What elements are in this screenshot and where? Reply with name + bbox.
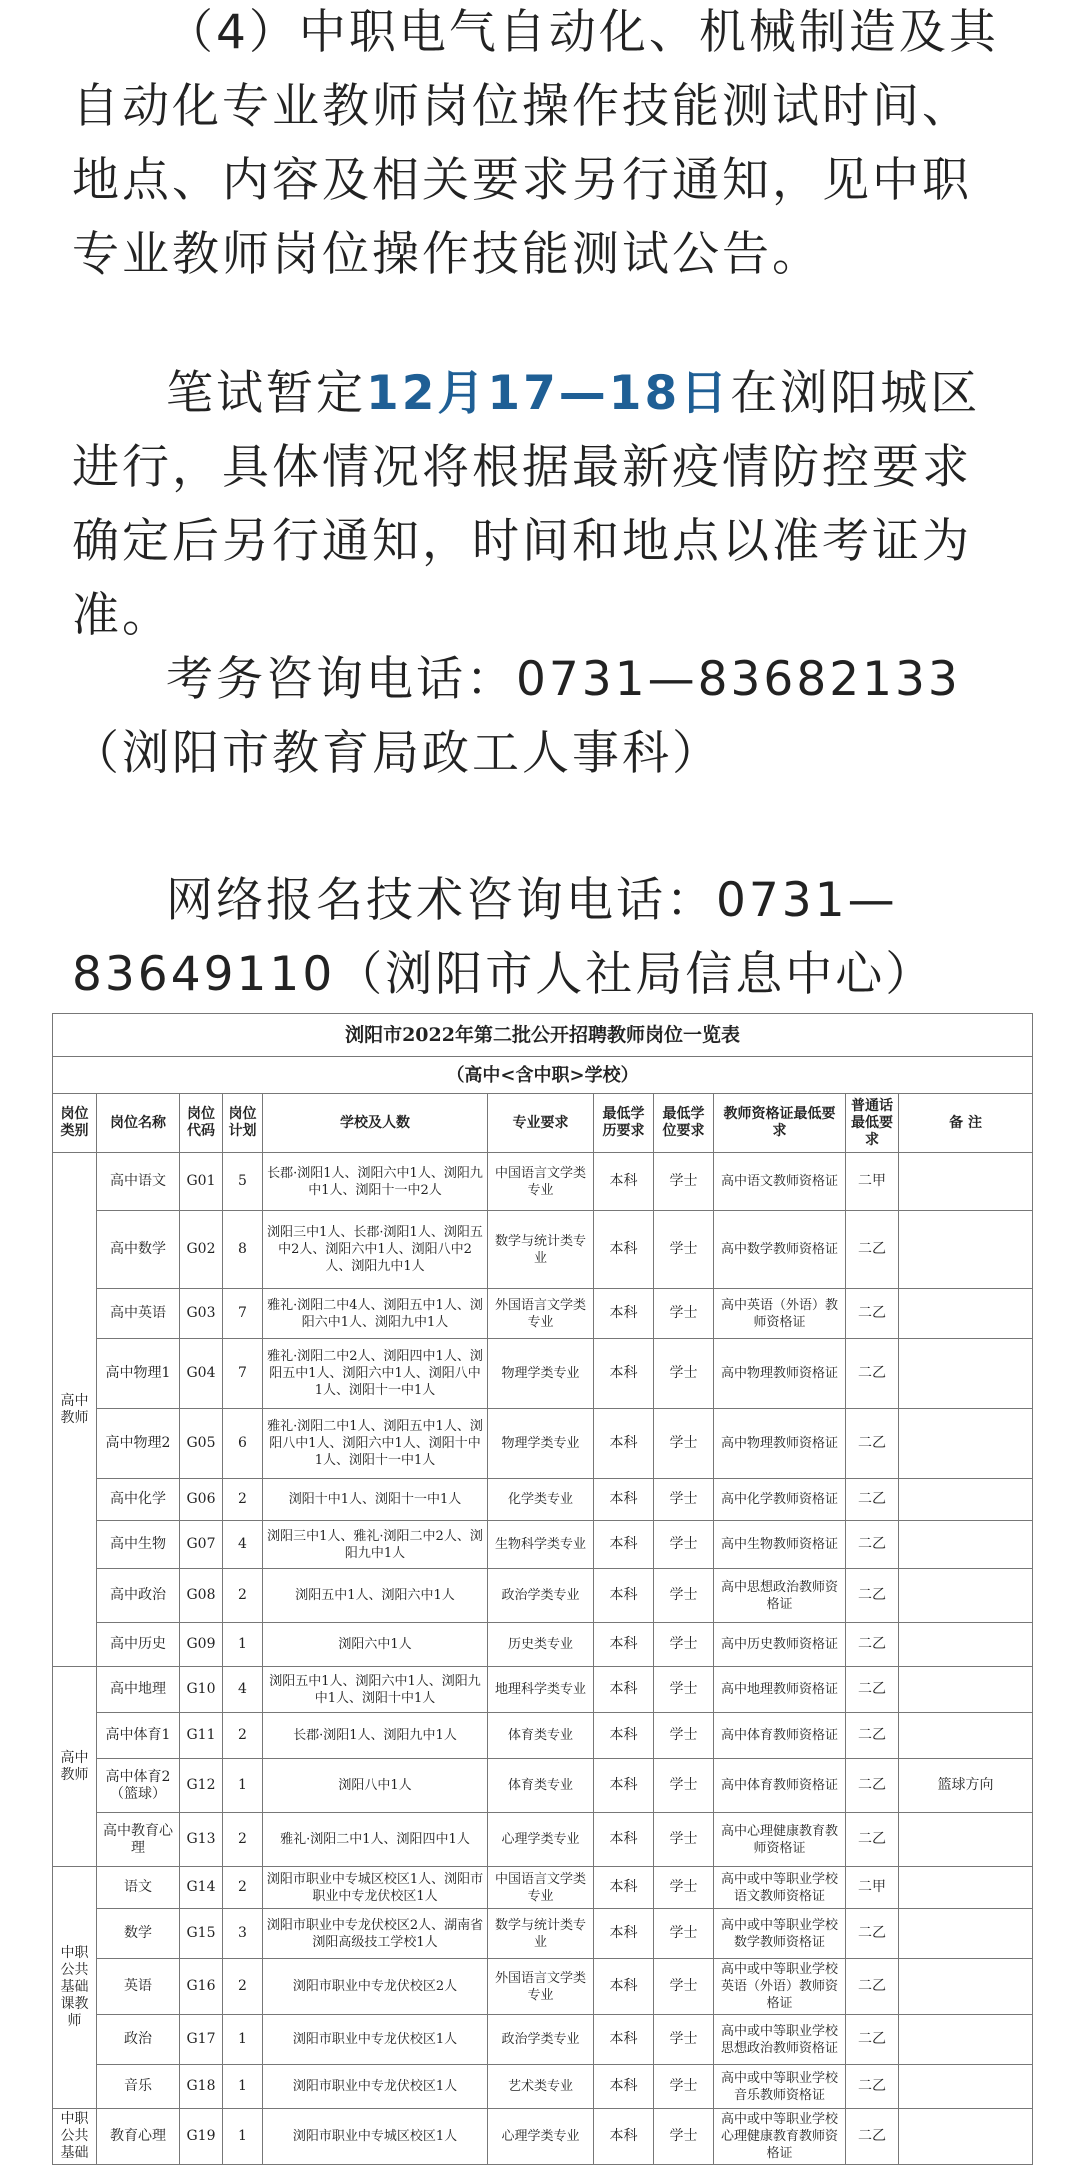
position-plan: 2: [223, 1867, 263, 1909]
note-cell: [899, 1713, 1033, 1759]
education-cell: 本科: [594, 1521, 654, 1569]
major-cell: 外国语言文学类专业: [488, 1959, 594, 2015]
position-plan: 1: [223, 2065, 263, 2109]
education-cell: 本科: [594, 2015, 654, 2065]
mandarin-cell: 二乙: [846, 1569, 899, 1623]
position-name: 高中英语: [97, 1289, 180, 1339]
education-cell: 本科: [594, 1667, 654, 1713]
position-name: 高中地理: [97, 1667, 180, 1713]
note-cell: [899, 1153, 1033, 1211]
table-row: [53, 2015, 1033, 2065]
schools-cell: 雅礼·浏阳二中1人、浏阳五中1人、浏阳八中1人、浏阳六中1人、浏阳十中1人、浏阳十一中1人: [263, 1409, 488, 1479]
note-cell: [899, 1813, 1033, 1867]
header-cell: 普通话最低要求: [846, 1094, 899, 1153]
position-code: G07: [180, 1521, 223, 1569]
header-cell: 岗位名称: [97, 1094, 180, 1153]
certificate-cell: 高中或中等职业学校心理健康教育教师资格证: [714, 2109, 846, 2165]
note-cell: [899, 2015, 1033, 2065]
schools-cell: 浏阳市职业中专城区校区1人、浏阳市职业中专龙伏校区1人: [263, 1867, 488, 1909]
mandarin-cell: 二乙: [846, 1759, 899, 1813]
position-plan: 1: [223, 1759, 263, 1813]
table-subtitle: （高中<含中职>学校）: [53, 1057, 1033, 1094]
education-cell: 本科: [594, 1623, 654, 1667]
position-code: G08: [180, 1569, 223, 1623]
major-cell: 中国语言文学类专业: [488, 1153, 594, 1211]
position-name: 数学: [97, 1909, 180, 1959]
schools-cell: 浏阳市职业中专龙伏校区1人: [263, 2015, 488, 2065]
note-cell: [899, 1521, 1033, 1569]
mandarin-cell: 二乙: [846, 1211, 899, 1289]
certificate-cell: 高中物理教师资格证: [714, 1409, 846, 1479]
education-cell: 本科: [594, 1289, 654, 1339]
position-code: G12: [180, 1759, 223, 1813]
education-cell: 本科: [594, 2109, 654, 2165]
certificate-cell: 高中思想政治教师资格证: [714, 1569, 846, 1623]
exam-text-before: 笔试暂定: [166, 366, 366, 421]
certificate-cell: 高中数学教师资格证: [714, 1211, 846, 1289]
mandarin-cell: 二乙: [846, 1479, 899, 1521]
mandarin-cell: 二甲: [846, 1867, 899, 1909]
degree-cell: 学士: [654, 2015, 714, 2065]
education-cell: 本科: [594, 1569, 654, 1623]
recruitment-table-wrapper: [52, 1013, 1032, 2165]
certificate-cell: 高中心理健康教育教师资格证: [714, 1813, 846, 1867]
category-cell: 高中教师: [53, 1153, 97, 1667]
major-cell: 历史类专业: [488, 1623, 594, 1667]
mandarin-cell: 二甲: [846, 1153, 899, 1211]
note-cell: [899, 2065, 1033, 2109]
position-code: G09: [180, 1623, 223, 1667]
schools-cell: 浏阳十中1人、浏阳十一中1人: [263, 1479, 488, 1521]
category-cell: 高中教师: [53, 1667, 97, 1867]
degree-cell: 学士: [654, 1211, 714, 1289]
position-plan: 5: [223, 1153, 263, 1211]
certificate-cell: 高中或中等职业学校数学教师资格证: [714, 1909, 846, 1959]
table-body: [53, 1153, 1033, 2165]
certificate-cell: 高中体育教师资格证: [714, 1713, 846, 1759]
header-cell: 最低学历要求: [594, 1094, 654, 1153]
table-row: [53, 1623, 1033, 1667]
header-cell: 教师资格证最低要求: [714, 1094, 846, 1153]
paragraph-exam-hotline: 考务咨询电话：0731—83682133（浏阳市教育局政工人事科）: [72, 652, 961, 781]
position-code: G17: [180, 2015, 223, 2065]
note-cell: [899, 1409, 1033, 1479]
table-row: [53, 1667, 1033, 1713]
table-row: [53, 2109, 1033, 2165]
position-code: G11: [180, 1713, 223, 1759]
category-cell: 中职公共基础: [53, 2109, 97, 2165]
table-row: [53, 1909, 1033, 1959]
note-cell: [899, 1667, 1033, 1713]
certificate-cell: 高中生物教师资格证: [714, 1521, 846, 1569]
note-cell: [899, 1339, 1033, 1409]
position-name: 高中化学: [97, 1479, 180, 1521]
certificate-cell: 高中地理教师资格证: [714, 1667, 846, 1713]
mandarin-cell: 二乙: [846, 1289, 899, 1339]
schools-cell: 雅礼·浏阳二中1人、浏阳四中1人: [263, 1813, 488, 1867]
header-cell: 专业要求: [488, 1094, 594, 1153]
degree-cell: 学士: [654, 2065, 714, 2109]
paragraph-written-exam: [72, 357, 1012, 653]
position-code: G01: [180, 1153, 223, 1211]
position-code: G10: [180, 1667, 223, 1713]
major-cell: 物理学类专业: [488, 1339, 594, 1409]
position-code: G03: [180, 1289, 223, 1339]
position-plan: 6: [223, 1409, 263, 1479]
major-cell: 体育类专业: [488, 1713, 594, 1759]
mandarin-cell: 二乙: [846, 1813, 899, 1867]
table-row: [53, 1339, 1033, 1409]
position-name: 教育心理: [97, 2109, 180, 2165]
header-cell: 岗位代码: [180, 1094, 223, 1153]
table-row: [53, 1759, 1033, 1813]
education-cell: 本科: [594, 1409, 654, 1479]
schools-cell: 雅礼·浏阳二中4人、浏阳五中1人、浏阳六中1人、浏阳九中1人: [263, 1289, 488, 1339]
degree-cell: 学士: [654, 1153, 714, 1211]
major-cell: 中国语言文学类专业: [488, 1867, 594, 1909]
mandarin-cell: 二乙: [846, 2065, 899, 2109]
mandarin-cell: 二乙: [846, 1623, 899, 1667]
education-cell: 本科: [594, 2065, 654, 2109]
note-cell: [899, 1867, 1033, 1909]
major-cell: 政治学类专业: [488, 2015, 594, 2065]
table-row: [53, 1569, 1033, 1623]
degree-cell: 学士: [654, 1569, 714, 1623]
degree-cell: 学士: [654, 1909, 714, 1959]
education-cell: 本科: [594, 1479, 654, 1521]
certificate-cell: 高中体育教师资格证: [714, 1759, 846, 1813]
major-cell: 数学与统计类专业: [488, 1211, 594, 1289]
table-header-row: [53, 1094, 1033, 1153]
education-cell: 本科: [594, 1867, 654, 1909]
mandarin-cell: 二乙: [846, 1713, 899, 1759]
major-cell: 体育类专业: [488, 1759, 594, 1813]
position-plan: 7: [223, 1289, 263, 1339]
major-cell: 化学类专业: [488, 1479, 594, 1521]
education-cell: 本科: [594, 1909, 654, 1959]
certificate-cell: 高中或中等职业学校音乐教师资格证: [714, 2065, 846, 2109]
schools-cell: 浏阳市职业中专龙伏校区2人: [263, 1959, 488, 2015]
certificate-cell: 高中或中等职业学校思想政治教师资格证: [714, 2015, 846, 2065]
mandarin-cell: 二乙: [846, 1667, 899, 1713]
education-cell: 本科: [594, 1153, 654, 1211]
position-plan: 8: [223, 1211, 263, 1289]
header-cell: 学校及人数: [263, 1094, 488, 1153]
mandarin-cell: 二乙: [846, 1959, 899, 2015]
note-cell: [899, 1211, 1033, 1289]
position-code: G14: [180, 1867, 223, 1909]
table-row: [53, 1959, 1033, 2015]
table-row: [53, 1521, 1033, 1569]
position-name: 语文: [97, 1867, 180, 1909]
note-cell: [899, 2109, 1033, 2165]
table-row: [53, 1867, 1033, 1909]
header-cell: 最低学位要求: [654, 1094, 714, 1153]
education-cell: 本科: [594, 1759, 654, 1813]
major-cell: 生物科学类专业: [488, 1521, 594, 1569]
degree-cell: 学士: [654, 1521, 714, 1569]
major-cell: 艺术类专业: [488, 2065, 594, 2109]
education-cell: 本科: [594, 1713, 654, 1759]
mandarin-cell: 二乙: [846, 2015, 899, 2065]
position-code: G16: [180, 1959, 223, 2015]
schools-cell: 浏阳三中1人、雅礼·浏阳二中2人、浏阳九中1人: [263, 1521, 488, 1569]
degree-cell: 学士: [654, 1667, 714, 1713]
major-cell: 心理学类专业: [488, 2109, 594, 2165]
note-cell: [899, 1959, 1033, 2015]
position-name: 高中教育心理: [97, 1813, 180, 1867]
mandarin-cell: 二乙: [846, 1521, 899, 1569]
certificate-cell: 高中历史教师资格证: [714, 1623, 846, 1667]
recruitment-table: [52, 1013, 1033, 2165]
position-code: G15: [180, 1909, 223, 1959]
major-cell: 心理学类专业: [488, 1813, 594, 1867]
paragraph-skill-test: （4）中职电气自动化、机械制造及其自动化专业教师岗位操作技能测试时间、地点、内容及相关要求另行通知，见中职专业教师岗位操作技能测试公告。: [72, 5, 999, 282]
schools-cell: 浏阳市职业中专城区校区1人: [263, 2109, 488, 2165]
position-name: 高中生物: [97, 1521, 180, 1569]
position-plan: 1: [223, 1623, 263, 1667]
degree-cell: 学士: [654, 1959, 714, 2015]
education-cell: 本科: [594, 1339, 654, 1409]
schools-cell: 浏阳市职业中专龙伏校区2人、湖南省浏阳高级技工学校1人: [263, 1909, 488, 1959]
position-name: 政治: [97, 2015, 180, 2065]
certificate-cell: 高中物理教师资格证: [714, 1339, 846, 1409]
position-code: G04: [180, 1339, 223, 1409]
position-plan: 4: [223, 1521, 263, 1569]
table-row: [53, 1289, 1033, 1339]
table-row: [53, 1211, 1033, 1289]
degree-cell: 学士: [654, 1813, 714, 1867]
table-row: [53, 1813, 1033, 1867]
table-title: 浏阳市2022年第二批公开招聘教师岗位一览表: [53, 1014, 1033, 1057]
mandarin-cell: 二乙: [846, 1909, 899, 1959]
schools-cell: 浏阳五中1人、浏阳六中1人: [263, 1569, 488, 1623]
position-plan: 3: [223, 1909, 263, 1959]
position-plan: 2: [223, 1713, 263, 1759]
exam-date-highlight: 12月17—18日: [366, 366, 731, 421]
position-plan: 1: [223, 2109, 263, 2165]
position-code: G05: [180, 1409, 223, 1479]
certificate-cell: 高中英语（外语）教师资格证: [714, 1289, 846, 1339]
position-plan: 1: [223, 2015, 263, 2065]
position-plan: 2: [223, 1479, 263, 1521]
exam-text-after: 在浏阳城区进行，具体情况将根据最新疫情防控要求确定后另行通知，时间和地点以准考证为准。: [72, 366, 981, 643]
header-cell: 岗位类别: [53, 1094, 97, 1153]
degree-cell: 学士: [654, 1479, 714, 1521]
schools-cell: 长郡·浏阳1人、浏阳九中1人: [263, 1713, 488, 1759]
position-name: 高中物理2: [97, 1409, 180, 1479]
position-plan: 2: [223, 1813, 263, 1867]
certificate-cell: 高中语文教师资格证: [714, 1153, 846, 1211]
schools-cell: 浏阳三中1人、长郡·浏阳1人、浏阳五中2人、浏阳六中1人、浏阳八中2人、浏阳九中1人: [263, 1211, 488, 1289]
position-name: 高中政治: [97, 1569, 180, 1623]
note-cell: [899, 1623, 1033, 1667]
position-name: 高中物理1: [97, 1339, 180, 1409]
major-cell: 数学与统计类专业: [488, 1909, 594, 1959]
schools-cell: 雅礼·浏阳二中2人、浏阳四中1人、浏阳五中1人、浏阳六中1人、浏阳八中1人、浏阳十一中1人: [263, 1339, 488, 1409]
degree-cell: 学士: [654, 1867, 714, 1909]
major-cell: 政治学类专业: [488, 1569, 594, 1623]
position-name: 高中体育1: [97, 1713, 180, 1759]
degree-cell: 学士: [654, 1713, 714, 1759]
position-name: 音乐: [97, 2065, 180, 2109]
paragraph-tech-hotline: 网络报名技术咨询电话：0731—83649110（浏阳市人社局信息中心）: [72, 873, 936, 1002]
header-cell: 岗位计划: [223, 1094, 263, 1153]
degree-cell: 学士: [654, 1623, 714, 1667]
education-cell: 本科: [594, 1211, 654, 1289]
position-plan: 2: [223, 1959, 263, 2015]
note-cell: [899, 1909, 1033, 1959]
position-code: G02: [180, 1211, 223, 1289]
major-cell: 外国语言文学类专业: [488, 1289, 594, 1339]
table-row: [53, 1409, 1033, 1479]
education-cell: 本科: [594, 1959, 654, 2015]
position-code: G13: [180, 1813, 223, 1867]
table-row: [53, 1479, 1033, 1521]
position-code: G19: [180, 2109, 223, 2165]
category-cell: 中职公共基础课教师: [53, 1867, 97, 2109]
note-cell: 篮球方向: [899, 1759, 1033, 1813]
degree-cell: 学士: [654, 1409, 714, 1479]
certificate-cell: 高中或中等职业学校语文教师资格证: [714, 1867, 846, 1909]
position-name: 英语: [97, 1959, 180, 2015]
position-plan: 2: [223, 1569, 263, 1623]
certificate-cell: 高中化学教师资格证: [714, 1479, 846, 1521]
education-cell: 本科: [594, 1813, 654, 1867]
table-row: [53, 1153, 1033, 1211]
mandarin-cell: 二乙: [846, 1339, 899, 1409]
mandarin-cell: 二乙: [846, 2109, 899, 2165]
certificate-cell: 高中或中等职业学校英语（外语）教师资格证: [714, 1959, 846, 2015]
degree-cell: 学士: [654, 1339, 714, 1409]
degree-cell: 学士: [654, 1289, 714, 1339]
position-code: G18: [180, 2065, 223, 2109]
note-cell: [899, 1479, 1033, 1521]
position-name: 高中语文: [97, 1153, 180, 1211]
major-cell: 物理学类专业: [488, 1409, 594, 1479]
position-name: 高中历史: [97, 1623, 180, 1667]
position-name: 高中数学: [97, 1211, 180, 1289]
position-code: G06: [180, 1479, 223, 1521]
schools-cell: 浏阳五中1人、浏阳六中1人、浏阳九中1人、浏阳十中1人: [263, 1667, 488, 1713]
note-cell: [899, 1569, 1033, 1623]
schools-cell: 浏阳六中1人: [263, 1623, 488, 1667]
note-cell: [899, 1289, 1033, 1339]
major-cell: 地理科学类专业: [488, 1667, 594, 1713]
schools-cell: 浏阳市职业中专龙伏校区1人: [263, 2065, 488, 2109]
table-row: [53, 2065, 1033, 2109]
degree-cell: 学士: [654, 1759, 714, 1813]
position-name: 高中体育2（篮球）: [97, 1759, 180, 1813]
position-plan: 7: [223, 1339, 263, 1409]
schools-cell: 浏阳八中1人: [263, 1759, 488, 1813]
position-plan: 4: [223, 1667, 263, 1713]
header-cell: 备 注: [899, 1094, 1033, 1153]
table-row: [53, 1713, 1033, 1759]
schools-cell: 长郡·浏阳1人、浏阳六中1人、浏阳九中1人、浏阳十一中2人: [263, 1153, 488, 1211]
degree-cell: 学士: [654, 2109, 714, 2165]
mandarin-cell: 二乙: [846, 1409, 899, 1479]
